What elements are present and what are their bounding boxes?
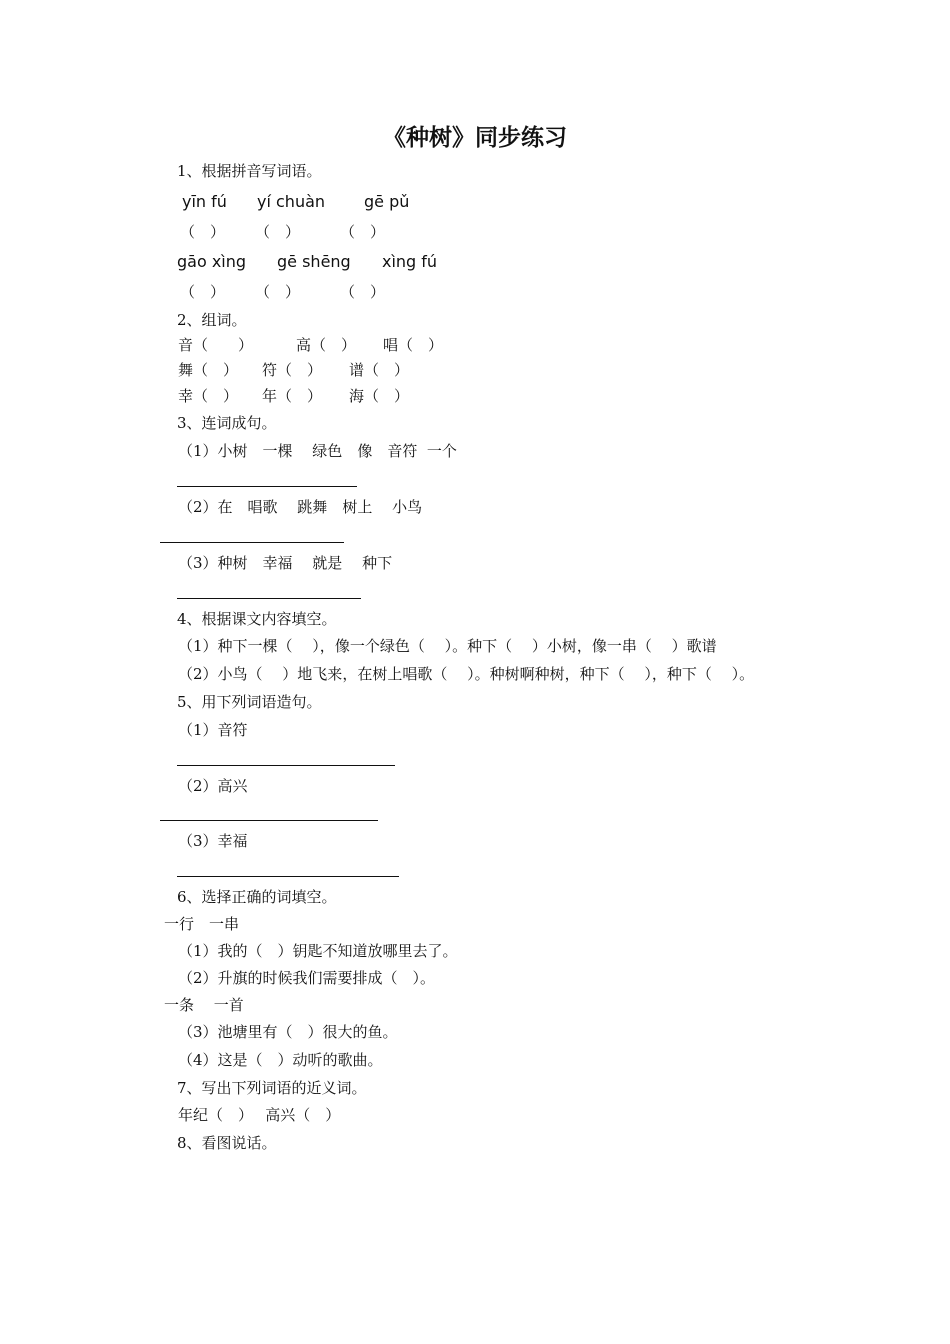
word-choices: 一行 一串 xyxy=(164,915,240,933)
choice-item: （3）池塘里有（ ）很大的鱼。 xyxy=(178,1023,398,1041)
q8-heading: 8、看图说话。 xyxy=(177,1134,277,1152)
choice-item: （1）我的（ ）钥匙不知道放哪里去了。 xyxy=(178,942,458,960)
synonym-line: 年纪（ ） 高兴（ ） xyxy=(178,1106,341,1124)
answer-line[interactable] xyxy=(177,598,361,599)
pinyin-6: xìng fú xyxy=(382,252,438,271)
pinyin-3: gē pǔ xyxy=(364,192,410,211)
answer-line[interactable] xyxy=(160,820,378,821)
make-sentence-item: （1）音符 xyxy=(178,721,248,739)
sentence-item: （2）在 唱歌 跳舞 树上 小鸟 xyxy=(178,498,423,516)
answer-blank[interactable]: （ ） xyxy=(255,223,301,241)
pinyin-5: gē shēng xyxy=(277,252,351,271)
make-sentence-item: （2）高兴 xyxy=(178,777,248,795)
q3-heading: 3、连词成句。 xyxy=(177,414,277,432)
answer-line[interactable] xyxy=(177,765,395,766)
q5-heading: 5、用下列词语造句。 xyxy=(177,693,322,711)
q6-heading: 6、选择正确的词填空。 xyxy=(177,888,337,906)
fill-blank-item: （2）小鸟（ ）地飞来，在树上唱歌（ ）。种树啊种树，种下（ ），种下（ ）。 xyxy=(178,665,755,683)
page-title: 《种树》同步练习 xyxy=(383,124,567,151)
make-sentence-item: （3）幸福 xyxy=(178,832,248,850)
q4-heading: 4、根据课文内容填空。 xyxy=(177,610,337,628)
sentence-item: （3）种树 幸福 就是 种下 xyxy=(178,554,393,572)
answer-blank[interactable]: （ ） xyxy=(340,223,386,241)
word-group-item: 唱（ ） xyxy=(383,336,444,354)
answer-blank[interactable]: （ ） xyxy=(180,283,226,301)
choice-item: （4）这是（ ）动听的歌曲。 xyxy=(178,1051,383,1069)
word-group-item: 音（ ） xyxy=(178,336,254,354)
word-group-item: 谱（ ） xyxy=(349,361,410,379)
answer-blank[interactable]: （ ） xyxy=(340,283,386,301)
pinyin-1: yīn fú xyxy=(182,192,227,211)
pinyin-2: yí chuàn xyxy=(257,192,326,211)
q2-heading: 2、组词。 xyxy=(177,311,247,329)
answer-blank[interactable]: （ ） xyxy=(180,223,226,241)
word-group-item: 年（ ） xyxy=(262,387,323,405)
q7-heading: 7、写出下列词语的近义词。 xyxy=(177,1079,367,1097)
word-group-item: 符（ ） xyxy=(262,361,323,379)
answer-line[interactable] xyxy=(177,876,399,877)
word-group-item: 幸（ ） xyxy=(178,387,239,405)
sentence-item: （1）小树 一棵 绿色 像 音符 一个 xyxy=(178,442,457,460)
word-group-item: 海（ ） xyxy=(349,387,410,405)
word-choices: 一条 一首 xyxy=(164,996,244,1014)
q1-heading: 1、根据拼音写词语。 xyxy=(177,162,322,180)
word-group-item: 高（ ） xyxy=(296,336,357,354)
word-group-item: 舞（ ） xyxy=(178,361,239,379)
answer-line[interactable] xyxy=(160,542,344,543)
answer-line[interactable] xyxy=(177,486,357,487)
choice-item: （2）升旗的时候我们需要排成（ ）。 xyxy=(178,969,436,987)
fill-blank-item: （1）种下一棵（ ），像一个绿色（ ）。种下（ ）小树，像一串（ ）歌谱 xyxy=(178,637,717,655)
answer-blank[interactable]: （ ） xyxy=(255,283,301,301)
pinyin-4: gāo xìng xyxy=(177,252,247,271)
